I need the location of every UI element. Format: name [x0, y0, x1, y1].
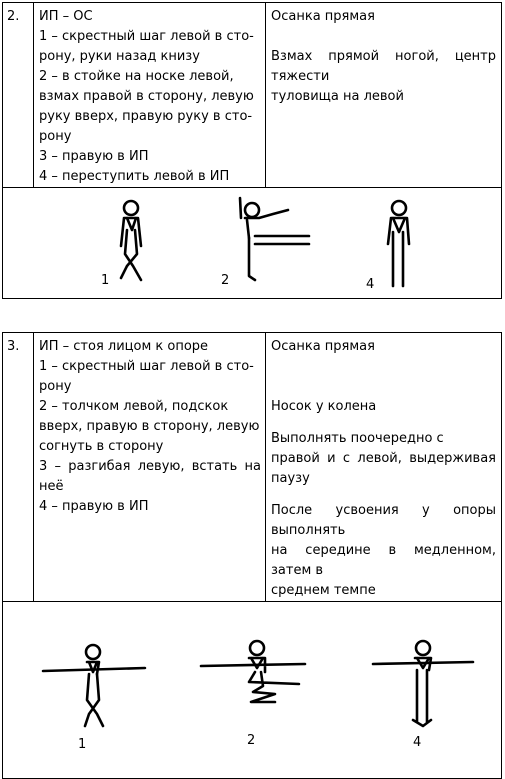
exercise-2-stick-figures	[3, 188, 503, 298]
ex3-desc-line: 1 – скрестный шаг левой в сто-	[39, 359, 254, 374]
ex2-desc-line: взмах правой в сторону, левую	[39, 89, 254, 104]
exercise-2-description	[34, 3, 266, 188]
ex3-note-gap	[271, 417, 496, 429]
ex2-desc-line: руку вверх, правую руку в сто-	[39, 109, 253, 124]
exercise-3-stick-figures	[3, 602, 503, 778]
ex3-note-line: После усвоения у опоры выполнять	[271, 503, 496, 538]
exercise-3-figure-row	[3, 602, 502, 779]
ex3-figure-4	[373, 641, 473, 726]
ex3-desc-line: рону	[39, 379, 72, 394]
ex3-note-line: Выполнять поочередно с	[271, 431, 444, 446]
ex2-note-gap	[271, 27, 496, 47]
ex3-note-line: правой и с левой, выдерживая паузу	[271, 451, 496, 486]
exercise-3-description	[34, 333, 266, 602]
ex2-figure-label: 2	[221, 273, 230, 288]
ex2-note-line: Осанка прямая	[271, 9, 375, 24]
exercise-3-number: 3.	[3, 333, 34, 602]
ex3-note-line: среднем темпе	[271, 583, 376, 598]
ex2-figure-1	[121, 201, 141, 280]
ex3-note-line: Носок у колена	[271, 399, 377, 414]
ex3-note-line: на середине в медленном, затем в	[271, 543, 496, 578]
ex2-figure-4	[388, 201, 409, 286]
exercise-2-number: 2.	[3, 3, 34, 188]
exercise-3-text-row	[3, 333, 502, 602]
ex3-figure-1	[43, 645, 145, 726]
ex2-figure-label: 4	[366, 277, 375, 292]
exercise-2-notes	[266, 3, 502, 188]
ex2-desc-line: 4 – переступить левой в ИП	[39, 169, 230, 184]
ex3-note-gap	[271, 489, 496, 501]
ex3-desc-line: 3 – разгибая левую, встать на неё	[39, 459, 261, 494]
ex3-note-gap	[271, 357, 496, 377]
ex2-note-line: Взмах прямой ногой, центр тяжести	[271, 49, 496, 84]
ex3-note-line: Осанка прямая	[271, 339, 375, 354]
ex3-desc-line: согнуть в сторону	[39, 439, 164, 454]
ex2-figure-2	[240, 198, 309, 280]
ex3-figure-label: 1	[78, 737, 87, 752]
ex2-desc-line: 3 – правую в ИП	[39, 149, 149, 164]
ex2-note-line: туловища на левой	[271, 89, 404, 104]
exercise-2-figures	[3, 188, 502, 299]
ex2-desc-line: рону, руки назад книзу	[39, 49, 200, 64]
ex3-desc-line: ИП – стоя лицом к опоре	[39, 339, 209, 354]
exercise-3-notes	[266, 333, 502, 602]
ex2-desc-line: рону	[39, 129, 72, 144]
ex3-note-gap	[271, 377, 496, 397]
ex3-figure-label: 4	[413, 735, 422, 750]
exercise-2-text-row	[3, 3, 502, 188]
exercise-3-figures	[3, 602, 502, 779]
ex3-desc-line: 4 – правую в ИП	[39, 499, 149, 514]
exercise-2-figure-row	[3, 188, 502, 299]
ex3-desc-line: вверх, правую в сторону, левую	[39, 419, 260, 434]
ex2-desc-line: 2 – в стойке на носке левой,	[39, 69, 234, 84]
exercise-2-table	[2, 2, 502, 299]
ex2-desc-line: ИП – ОС	[39, 9, 93, 24]
ex3-desc-line: 2 – толчком левой, подскок	[39, 399, 229, 414]
ex3-figure-label: 2	[247, 733, 256, 748]
exercise-3-table	[2, 332, 502, 779]
ex3-figure-2	[201, 641, 305, 702]
ex2-figure-label: 1	[101, 273, 110, 288]
ex2-desc-line: 1 – скрестный шаг левой в сто-	[39, 29, 254, 44]
